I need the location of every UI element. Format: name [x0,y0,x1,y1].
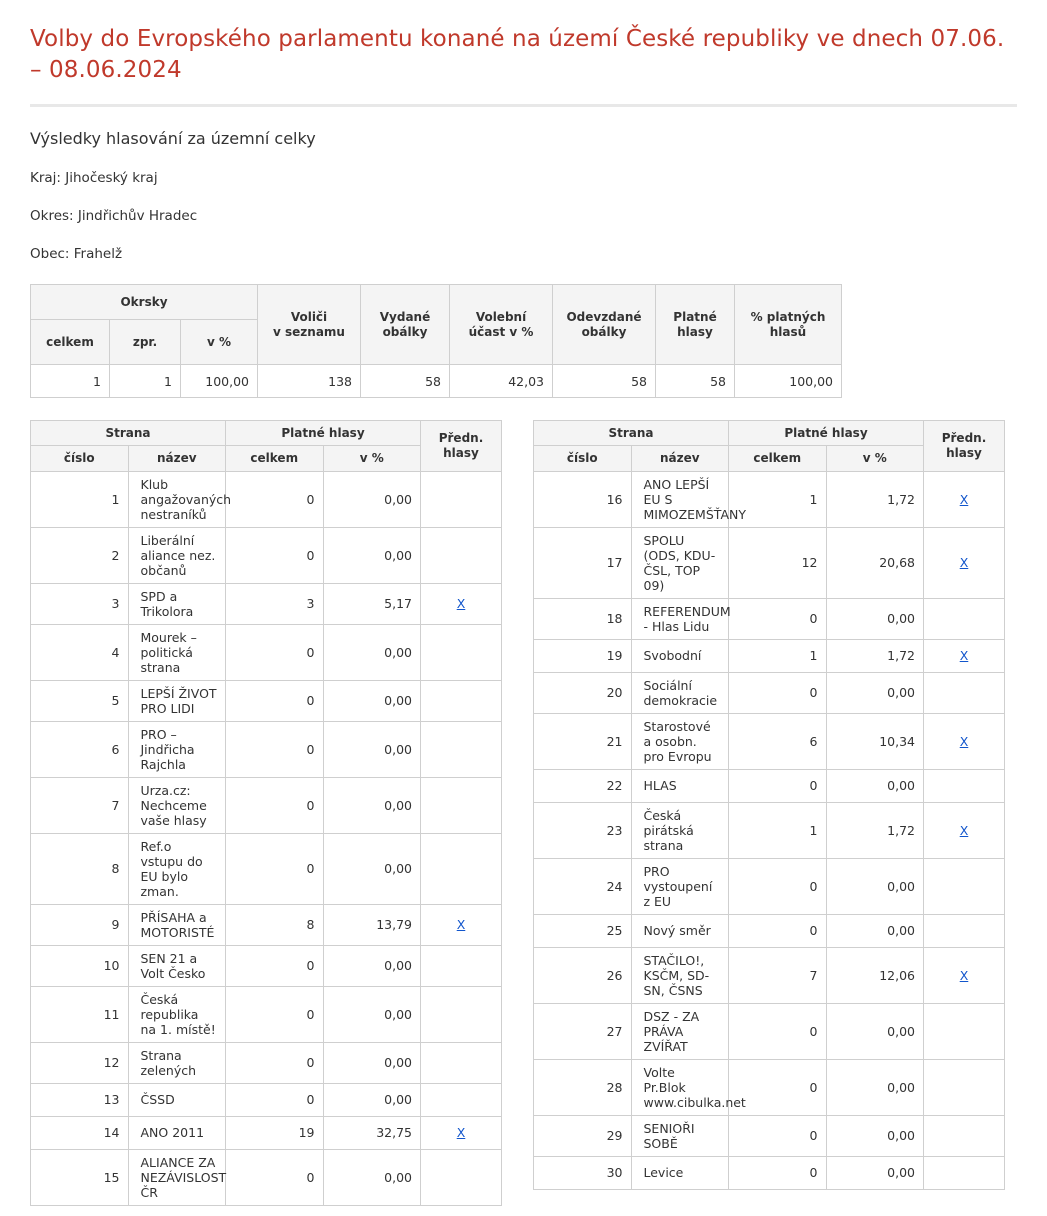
party-name: SENIOŘI SOBĚ [631,1115,729,1156]
table-row [534,713,1005,769]
party-votes-total: 7 [729,947,827,1003]
party-votes-total: 0 [729,1059,827,1115]
preferential-votes-cell [924,1003,1005,1059]
table-row [534,672,1005,713]
cell-okrsky-procento: 100,00 [181,365,258,398]
preferential-votes-cell[interactable] [924,471,1005,527]
table-row [534,639,1005,672]
party-rows-left [31,471,502,1205]
title-divider [30,104,1017,107]
section-title: Výsledky hlasování za územní celky [30,129,316,149]
party-number: 8 [31,833,129,904]
party-votes-total: 8 [226,904,324,945]
preferential-votes-link[interactable]: X [959,967,969,983]
party-results-table-right [533,420,1005,1190]
party-number: 1 [31,471,129,527]
preferential-votes-cell [421,471,502,527]
table-row [31,1042,502,1083]
table-row [534,598,1005,639]
party-name: PRO vystoupení z EU [631,858,729,914]
table-row [534,1115,1005,1156]
party-number: 14 [31,1116,129,1149]
table-row [31,583,502,624]
preferential-votes-cell [924,598,1005,639]
preferential-votes-cell [421,1042,502,1083]
party-number: 12 [31,1042,129,1083]
party-votes-total: 0 [226,471,324,527]
party-votes-percent: 32,75 [323,1116,421,1149]
header-procento-left: v % [323,446,421,471]
party-votes-percent: 0,00 [826,1003,924,1059]
party-number: 26 [534,947,632,1003]
header-predn-hlasy-right: Předn. hlasy [924,421,1005,472]
party-votes-total: 0 [226,945,324,986]
party-number: 30 [534,1156,632,1189]
party-votes-percent: 0,00 [826,858,924,914]
party-votes-total: 1 [729,639,827,672]
party-votes-percent: 0,00 [323,986,421,1042]
party-votes-percent: 0,00 [323,945,421,986]
preferential-votes-cell [421,945,502,986]
party-results-section [30,420,1017,1206]
party-votes-total: 0 [226,986,324,1042]
party-number: 3 [31,583,129,624]
party-number: 18 [534,598,632,639]
party-name: Klub angažovaných nestraníků [128,471,226,527]
party-votes-percent: 0,00 [323,721,421,777]
party-number: 5 [31,680,129,721]
header-okrsky: Okrsky [31,285,258,320]
preferential-votes-cell[interactable] [421,583,502,624]
preferential-votes-cell [421,527,502,583]
header-odevzdane-obalky: Odevzdané obálky [553,285,656,365]
party-name: STAČILO!, KSČM, SD-SN, ČSNS [631,947,729,1003]
preferential-votes-cell [924,1059,1005,1115]
party-name: REFERENDUM - Hlas Lidu [631,598,729,639]
party-votes-percent: 0,00 [323,1149,421,1205]
party-name: Sociální demokracie [631,672,729,713]
party-results-table-left [30,420,502,1206]
table-row [31,721,502,777]
turnout-summary-table [30,284,842,398]
header-strana-right: Strana [534,421,729,446]
party-votes-total: 0 [226,680,324,721]
preferential-votes-cell [421,721,502,777]
table-row [534,1156,1005,1189]
party-votes-percent: 0,00 [826,914,924,947]
party-votes-percent: 20,68 [826,527,924,598]
party-number: 25 [534,914,632,947]
party-votes-total: 1 [729,802,827,858]
party-votes-total: 0 [729,672,827,713]
party-name: Strana zelených [128,1042,226,1083]
table-row [31,986,502,1042]
header-strana-left: Strana [31,421,226,446]
table-row [534,1003,1005,1059]
cell-platne-hlasy: 58 [656,365,735,398]
header-nazev-right: název [631,446,729,471]
table-row [534,769,1005,802]
party-votes-percent: 13,79 [323,904,421,945]
party-name: LEPŠÍ ŽIVOT PRO LIDI [128,680,226,721]
preferential-votes-cell [421,986,502,1042]
header-celkem-right: celkem [729,446,827,471]
party-votes-percent: 0,00 [323,471,421,527]
party-votes-total: 0 [729,1003,827,1059]
party-votes-total: 0 [729,769,827,802]
preferential-votes-cell[interactable] [421,1116,502,1149]
party-name: ANO 2011 [128,1116,226,1149]
summary-data-row [31,365,842,398]
table-row [31,1149,502,1205]
party-name: Volte Pr.Blok www.cibulka.net [631,1059,729,1115]
preferential-votes-link[interactable]: X [959,733,969,749]
cell-vydane-obalky: 58 [361,365,450,398]
party-votes-total: 6 [729,713,827,769]
party-name: Česká republika na 1. místě! [128,986,226,1042]
table-row [534,527,1005,598]
party-votes-total: 1 [729,471,827,527]
party-number: 23 [534,802,632,858]
preferential-votes-cell [924,914,1005,947]
header-procento-right: v % [826,446,924,471]
party-votes-total: 0 [226,833,324,904]
party-number: 21 [534,713,632,769]
party-name: PŘÍSAHA a MOTORISTÉ [128,904,226,945]
party-number: 9 [31,904,129,945]
party-votes-percent: 0,00 [826,1115,924,1156]
header-predn-hlasy-left: Předn. hlasy [421,421,502,472]
region-kraj: Kraj: Jihočeský kraj [30,170,158,187]
party-header-row-1-right [534,421,1005,446]
cell-odevzdane-obalky: 58 [553,365,656,398]
preferential-votes-link[interactable]: X [456,596,466,612]
header-cislo-right: číslo [534,446,632,471]
party-votes-percent: 0,00 [323,624,421,680]
header-okrsky-celkem: celkem [31,320,110,365]
party-name: DSZ - ZA PRÁVA ZVÍŘAT [631,1003,729,1059]
table-row [534,914,1005,947]
party-number: 11 [31,986,129,1042]
party-votes-total: 0 [226,527,324,583]
preferential-votes-link[interactable]: X [959,491,969,507]
preferential-votes-cell[interactable] [924,527,1005,598]
party-votes-percent: 0,00 [826,1059,924,1115]
header-cislo-left: číslo [31,446,129,471]
cell-okrsky-zpr: 1 [110,365,181,398]
preferential-votes-cell [421,1083,502,1116]
table-row [534,471,1005,527]
party-votes-percent: 0,00 [826,1156,924,1189]
party-votes-percent: 0,00 [323,680,421,721]
preferential-votes-cell [421,680,502,721]
header-platne-hlasy: Platné hlasy [656,285,735,365]
party-votes-percent: 12,06 [826,947,924,1003]
header-procento-platnych: % platných hlasů [735,285,842,365]
party-votes-percent: 1,72 [826,639,924,672]
table-row [31,471,502,527]
party-number: 27 [534,1003,632,1059]
header-platne-hlasy-right: Platné hlasy [729,421,924,446]
party-rows-right [534,471,1005,1189]
preferential-votes-cell[interactable] [924,802,1005,858]
preferential-votes-cell [924,672,1005,713]
preferential-votes-cell [924,1115,1005,1156]
party-votes-total: 0 [226,1083,324,1116]
party-votes-total: 0 [226,721,324,777]
header-vydane-obalky: Vydané obálky [361,285,450,365]
party-votes-total: 3 [226,583,324,624]
table-row [31,833,502,904]
preferential-votes-cell[interactable] [924,713,1005,769]
preferential-votes-link[interactable]: X [456,1125,466,1141]
header-platne-hlasy-left: Platné hlasy [226,421,421,446]
party-number: 15 [31,1149,129,1205]
table-row [31,1116,502,1149]
party-number: 19 [534,639,632,672]
party-name: SPOLU (ODS, KDU-ČSL, TOP 09) [631,527,729,598]
cell-volici-v-seznamu: 138 [258,365,361,398]
header-volici: Voliči v seznamu [258,285,361,365]
cell-okrsky-celkem: 1 [31,365,110,398]
cell-procento-platnych: 100,00 [735,365,842,398]
preferential-votes-cell [924,1156,1005,1189]
preferential-votes-cell [421,1149,502,1205]
header-okrsky-procento: v % [181,320,258,365]
header-volebni-ucast: Volební účast v % [450,285,553,365]
party-name: Starostové a osobn. pro Evropu [631,713,729,769]
party-votes-total: 0 [729,858,827,914]
party-number: 22 [534,769,632,802]
party-number: 29 [534,1115,632,1156]
party-votes-percent: 0,00 [323,1083,421,1116]
party-votes-percent: 0,00 [826,769,924,802]
party-number: 13 [31,1083,129,1116]
party-votes-total: 0 [729,914,827,947]
table-row [534,858,1005,914]
table-row [31,904,502,945]
table-row [534,802,1005,858]
header-celkem-left: celkem [226,446,324,471]
preferential-votes-cell[interactable] [924,947,1005,1003]
party-votes-percent: 1,72 [826,802,924,858]
party-votes-total: 0 [226,777,324,833]
party-votes-total: 0 [729,598,827,639]
preferential-votes-cell [924,858,1005,914]
party-name: Urza.cz: Nechceme vaše hlasy [128,777,226,833]
party-votes-percent: 5,17 [323,583,421,624]
party-name: Ref.o vstupu do EU bylo zman. [128,833,226,904]
preferential-votes-cell[interactable] [421,904,502,945]
party-number: 10 [31,945,129,986]
party-name: PRO – Jindřicha Rajchla [128,721,226,777]
party-number: 24 [534,858,632,914]
party-votes-percent: 0,00 [323,777,421,833]
party-votes-total: 0 [226,1042,324,1083]
table-row [31,945,502,986]
party-votes-total: 0 [729,1115,827,1156]
party-votes-percent: 0,00 [826,598,924,639]
party-votes-total: 0 [226,624,324,680]
party-votes-total: 19 [226,1116,324,1149]
region-okres: Okres: Jindřichův Hradec [30,208,198,225]
summary-header-row-1 [31,285,842,320]
party-number: 17 [534,527,632,598]
preferential-votes-link[interactable]: X [959,648,969,664]
party-number: 7 [31,777,129,833]
preferential-votes-cell [421,777,502,833]
party-name: SEN 21 a Volt Česko [128,945,226,986]
party-number: 20 [534,672,632,713]
preferential-votes-cell [421,624,502,680]
party-votes-total: 0 [729,1156,827,1189]
party-name: ČSSD [128,1083,226,1116]
preferential-votes-cell [421,833,502,904]
party-votes-total: 12 [729,527,827,598]
party-header-row-1-left [31,421,502,446]
preferential-votes-cell [924,769,1005,802]
party-votes-percent: 10,34 [826,713,924,769]
header-okrsky-zpr: zpr. [110,320,181,365]
party-name: HLAS [631,769,729,802]
party-number: 2 [31,527,129,583]
table-row [31,680,502,721]
table-row [31,1083,502,1116]
party-name: ALIANCE ZA NEZÁVISLOST ČR [128,1149,226,1205]
table-row [31,527,502,583]
party-name: Česká pirátská strana [631,802,729,858]
party-votes-percent: 1,72 [826,471,924,527]
preferential-votes-link[interactable]: X [456,917,466,933]
party-name: Nový směr [631,914,729,947]
party-votes-total: 0 [226,1149,324,1205]
header-nazev-left: název [128,446,226,471]
party-number: 28 [534,1059,632,1115]
party-number: 16 [534,471,632,527]
party-number: 6 [31,721,129,777]
cell-volebni-ucast: 42,03 [450,365,553,398]
summary-table-wrapper [30,284,1017,398]
page-title: Volby do Evropského parlamentu konané na území České republiky ve dnech 07.06. – 08.06.2024 [30,26,1005,84]
party-votes-percent: 0,00 [323,1042,421,1083]
party-name: Svobodní [631,639,729,672]
table-row [31,777,502,833]
party-name: SPD a Trikolora [128,583,226,624]
preferential-votes-link[interactable]: X [959,555,969,571]
table-row [31,624,502,680]
table-row [534,947,1005,1003]
party-votes-percent: 0,00 [323,833,421,904]
preferential-votes-cell[interactable] [924,639,1005,672]
preferential-votes-link[interactable]: X [959,822,969,838]
party-name: Levice [631,1156,729,1189]
party-votes-percent: 0,00 [323,527,421,583]
table-row [534,1059,1005,1115]
party-name: Mourek – politická strana [128,624,226,680]
party-name: Liberální aliance nez. občanů [128,527,226,583]
party-number: 4 [31,624,129,680]
party-name: ANO LEPŠÍ EU S MIMOZEMŠŤANY [631,471,729,527]
region-obec: Obec: Frahelž [30,246,123,263]
party-votes-percent: 0,00 [826,672,924,713]
